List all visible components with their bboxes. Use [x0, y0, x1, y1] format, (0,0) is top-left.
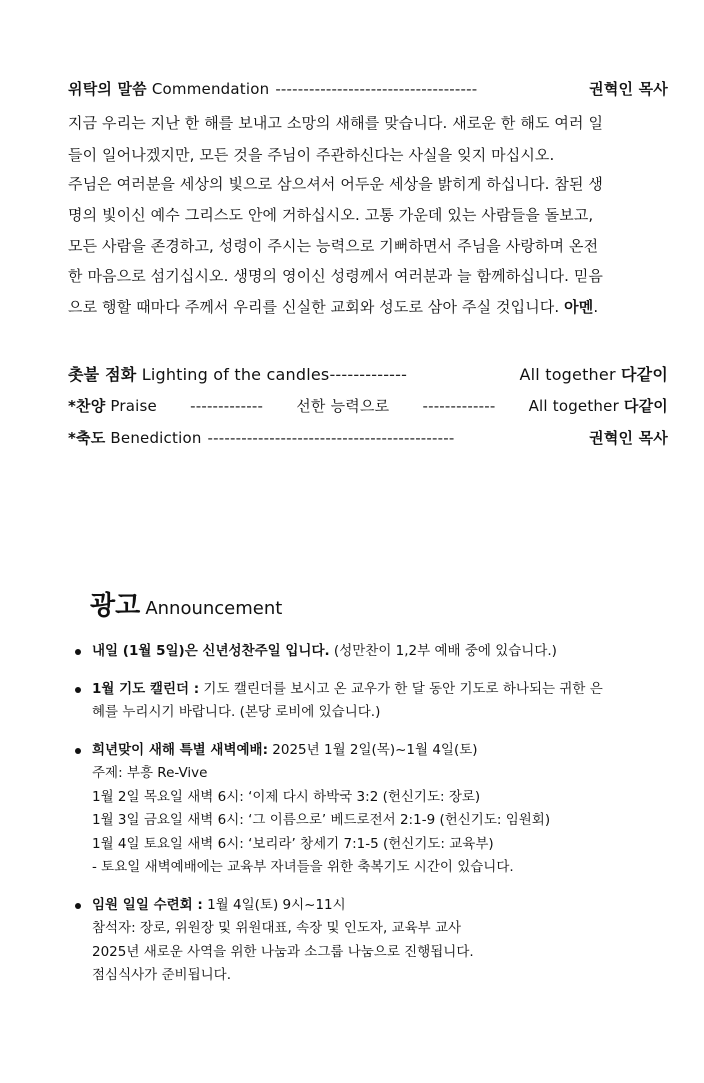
praise-dashes-right: ------------- — [422, 397, 496, 415]
announcement-item-3-text: 2025년 1월 2일(목)~1월 4일(토) — [268, 741, 478, 758]
candles-title-ko: 촛불 점화 — [68, 365, 137, 384]
commendation-line-5: 모든 사람을 존경하고, 성령이 주시는 능력으로 기뻐하면서 주님을 사랑하며 온전 — [68, 237, 599, 255]
announcement-item-3-sub-2: 1월 2일 목요일 새벽 6시: ‘이제 다시 하박국 3:2 (헌신기도: 장로) — [92, 788, 481, 805]
announcement-item-1 — [72, 640, 672, 664]
announcement-item-3-sub-1: 주제: 부흥 Re-Vive — [92, 765, 208, 781]
commendation-line-7 — [68, 296, 668, 317]
praise-star: * — [68, 397, 77, 415]
announcement-title-en: Announcement — [145, 598, 283, 619]
announcement-item-1-text: (성만찬이 1,2부 예배 중에 있습니다.) — [329, 643, 557, 659]
announcement-item-2-text: 기도 캘린더를 보시고 온 교우가 한 달 동안 기도로 하나되는 귀한 은 — [199, 680, 603, 697]
announcement-title-ko: 광고 — [90, 591, 141, 621]
praise-who-en: All together — [528, 397, 619, 415]
praise-dashes-left: ------------- — [190, 397, 264, 415]
benediction-leader: 권혁인 목사 — [589, 429, 668, 447]
candles-dashes: ------------- — [329, 365, 408, 384]
benediction-star: * — [68, 429, 77, 447]
announcement-item-2-line2: 혜를 누리시기 바랍니다. (본당 로비에 있습니다.) — [92, 704, 381, 720]
announcement-item-4 — [72, 894, 672, 988]
commendation-line-1: 지금 우리는 지난 한 해를 보내고 소망의 새해를 맞습니다. 새로운 한 해도 여러 일 — [68, 114, 604, 132]
announcement-item-4-sub-1: 참석자: 장로, 위원장 및 위원대표, 속장 및 인도자, 교육부 교사 — [92, 920, 462, 936]
announcement-item-1-head: 내일 (1월 5일)은 신년성찬주일 입니다. — [92, 643, 330, 659]
commendation-title-en: Commendation — [151, 80, 270, 98]
announcement-item-4-text: 1월 4일(토) 9시~11시 — [202, 896, 346, 913]
announcement-item-3-sub-3: 1월 3일 금요일 새벽 6시: ‘그 이름으로’ 베드로전서 2:1-9 (헌신기도: 임원회) — [92, 812, 551, 828]
commendation-line-3: 주님은 여러분을 세상의 빛으로 삼으셔서 어두운 세상을 밝히게 하십니다. 참된 생 — [68, 175, 604, 193]
praise-row — [68, 395, 668, 416]
commendation-heading — [68, 78, 668, 99]
commendation-line-4: 명의 빛이신 예수 그리스도 안에 거하십시오. 고통 가운데 있는 사람들을 돌보고, — [68, 206, 594, 224]
commendation-line-6: 한 마음으로 섬기십시오. 생명의 영이신 성령께서 여러분과 늘 함께하십니다. 믿음 — [68, 267, 604, 285]
praise-title-ko: 찬양 — [76, 397, 106, 415]
announcement-item-3-sub-5: - 토요일 새벽예배에는 교육부 자녀들을 위한 축복기도 시간이 있습니다. — [92, 859, 514, 875]
commendation-line-2: 들이 일어나겠지만, 모든 것을 주님이 주관하신다는 사실을 잊지 마십시오. — [68, 146, 555, 164]
amen-period: . — [593, 298, 599, 316]
benediction-title-en: Benediction — [110, 429, 202, 447]
announcement-item-4-sub-2: 2025년 새로운 사역을 위한 나눔과 소그룹 나눔으로 진행됩니다. — [92, 943, 474, 960]
announcement-item-4-sub-3: 점심식사가 준비됩니다. — [92, 967, 231, 983]
announcement-list — [72, 640, 672, 1002]
benediction-row — [68, 427, 668, 448]
announcement-item-3 — [72, 739, 672, 880]
benediction-title-ko: 축도 — [76, 429, 106, 447]
commendation-dashes: ------------------------------------ — [275, 80, 478, 98]
announcement-title — [90, 585, 282, 622]
announcement-item-4-head: 임원 일일 수련회 : — [92, 896, 203, 913]
announcement-item-2-head: 1월 기도 캘린더 : — [92, 680, 200, 697]
commendation-title-ko: 위탁의 말씀 — [68, 80, 147, 98]
candles-title-en: Lighting of the candles — [141, 365, 330, 384]
candles-who-ko: 다같이 — [621, 365, 668, 384]
commendation-line-7-text: 으로 행할 때마다 주께서 우리를 신실한 교회와 성도로 삼아 주실 것입니다. — [68, 298, 560, 316]
candles-who-en: All together — [519, 365, 616, 384]
announcement-item-2 — [72, 678, 672, 725]
announcement-item-3-head: 희년맞이 새해 특별 새벽예배: — [92, 741, 268, 758]
praise-title-en: Praise — [110, 397, 157, 415]
amen-text: 아멘 — [564, 298, 594, 316]
praise-who-ko: 다같이 — [623, 397, 668, 415]
announcement-item-3-sub-4: 1월 4일 토요일 새벽 6시: ‘보리라’ 창세기 7:1-5 (헌신기도: 교육부) — [92, 835, 494, 852]
praise-song: 선한 능력으로 — [296, 397, 390, 415]
commendation-leader: 권혁인 목사 — [589, 80, 668, 98]
benediction-dashes: -------------------------------------------- — [207, 429, 455, 447]
candles-row — [68, 362, 668, 385]
